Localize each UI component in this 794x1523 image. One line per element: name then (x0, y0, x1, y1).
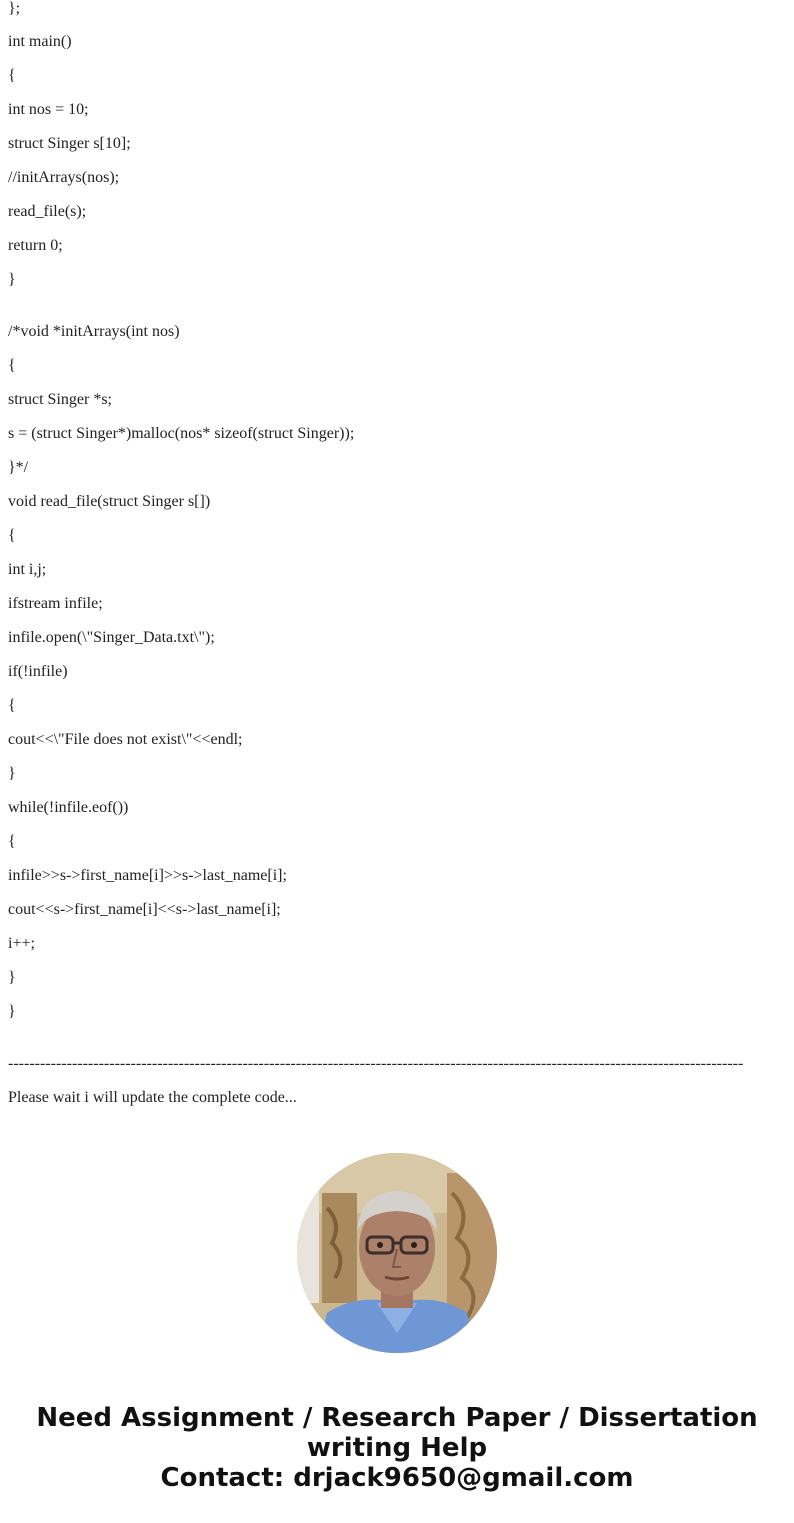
code-line: infile.open(\"Singer_Data.txt\"); (8, 629, 215, 646)
code-line: void read_file(struct Singer s[]) (8, 493, 211, 510)
code-line: { (8, 67, 16, 84)
code-line: if(!infile) (8, 663, 68, 680)
code-line: ifstream infile; (8, 595, 103, 612)
code-line: { (8, 833, 16, 850)
code-line: return 0; (8, 237, 63, 254)
code-line: }*/ (8, 459, 29, 476)
code-line: } (8, 1003, 16, 1020)
portrait-photo (297, 1153, 497, 1353)
code-line: //initArrays(nos); (8, 169, 120, 186)
code-line: int nos = 10; (8, 101, 89, 118)
promo-contact: Contact: drjack9650@gmail.com (160, 1463, 634, 1493)
promo-line-1: Need Assignment / Research Paper / Dissertation (36, 1403, 758, 1433)
code-line: int i,j; (8, 561, 47, 578)
code-line: /*void *initArrays(int nos) (8, 323, 180, 340)
code-line: i++; (8, 935, 35, 952)
code-line: } (8, 969, 16, 986)
code-line: while(!infile.eof()) (8, 799, 129, 816)
code-line: infile>>s->first_name[i]>>s->last_name[i]; (8, 867, 287, 884)
code-line: cout<<s->first_name[i]<<s->last_name[i]; (8, 901, 281, 918)
code-line: }; (8, 0, 21, 17)
promo-banner (0, 1403, 794, 1493)
code-line: read_file(s); (8, 203, 87, 220)
status-note: Please wait i will update the complete code... (8, 1089, 297, 1106)
code-line: struct Singer *s; (8, 391, 112, 408)
avatar (297, 1153, 497, 1353)
code-line: { (8, 357, 16, 374)
code-line: { (8, 697, 16, 714)
code-line: { (8, 527, 16, 544)
code-line: cout<<\"File does not exist\"<<endl; (8, 731, 243, 748)
code-line: } (8, 271, 16, 288)
separator-line: ------------------------------------------------------------------------------------------------------------------------------------------ (8, 1055, 744, 1072)
code-line: } (8, 765, 16, 782)
code-line: struct Singer s[10]; (8, 135, 131, 152)
promo-line-2: writing Help (306, 1433, 488, 1463)
code-line: s = (struct Singer*)malloc(nos* sizeof(struct Singer)); (8, 425, 355, 442)
code-line: int main() (8, 33, 72, 50)
